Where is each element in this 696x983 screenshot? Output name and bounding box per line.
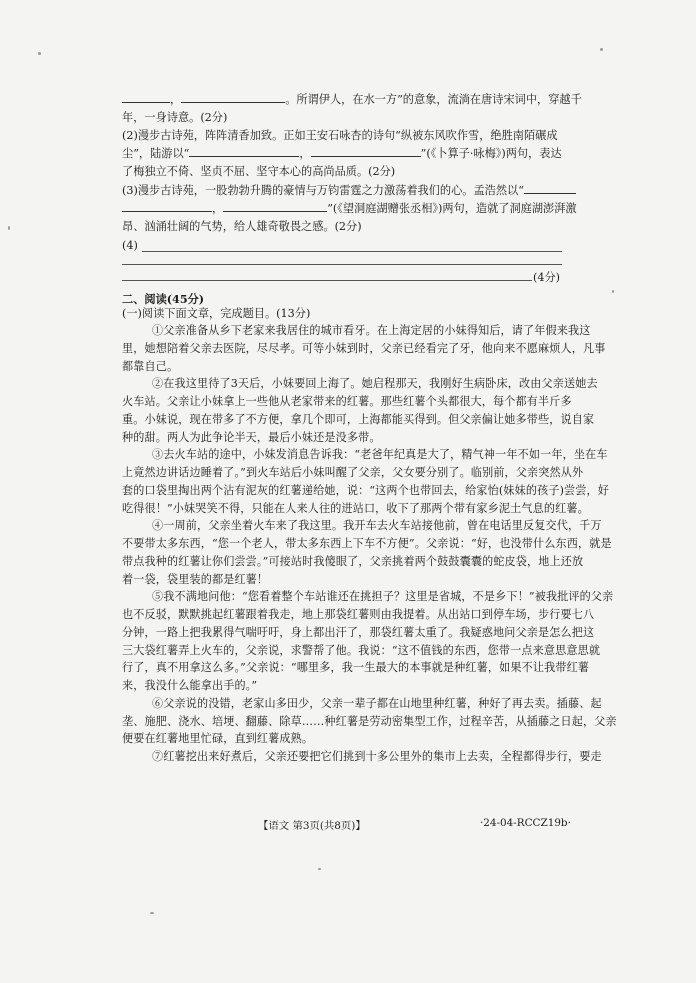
q3-text-start: (3)漫步古诗苑，一股勃勃升腾的豪情与万钧雷霆之力激荡着我们的心。孟浩然以“: [122, 184, 524, 197]
passage-line: 重。小妹说，现在带多了不方便，拿几个即可，上海都能买得到。但父亲偏让她多带些，说自家: [122, 413, 595, 426]
q1-comma: ，: [170, 93, 182, 106]
answer-line[interactable]: [142, 251, 562, 252]
scan-speck: [318, 868, 321, 870]
passage-line: 来，我没什么能拿出手的。”: [122, 679, 258, 692]
q3-text-end: ”(《望洞庭湖赠张丞相》)两句，造就了洞庭湖澎湃激: [327, 202, 577, 215]
passage-line: 垄、施肥、浇水、培埂、翻藤、除草……种红薯是劳动密集型工作，过程辛苦，从插藤之日起，父亲: [122, 715, 617, 728]
q1-line1: [122, 92, 582, 108]
page-footer-code: ·24-04-RCCZ19b·: [480, 817, 571, 829]
passage-line: 火车站。父亲让小妹拿上一些他从老家带来的红薯。那些红薯个头都很大，每个都有半斤多: [122, 395, 572, 408]
q2-text-start: 尘”，陆游以“: [122, 147, 190, 160]
q2-line2: [122, 146, 562, 162]
answer-blank[interactable]: [122, 92, 170, 103]
passage-line: 吃得很！”小妹哭笑不得，只能在人来人往的进站口，收下了那两个带有家乡泥土气息的红薯。: [122, 502, 589, 515]
passage-line: 不要带太多东西，“您一个老人，带太多东西上下车不方便”。父亲说：“好，也没带什么东西，就是: [122, 537, 612, 550]
answer-line[interactable]: [122, 264, 562, 265]
section-heading: 二、阅读(45分): [122, 292, 205, 306]
passage-line: 便要在红薯地里忙碌，直到红薯成熟。: [122, 732, 314, 745]
scan-speck: [150, 912, 154, 914]
passage-line: ②在我这里待了3天后，小妹要回上海了。她启程那天，我刚好生病卧床，改由父亲送她去: [152, 377, 598, 390]
passage-line: 行了，真不用拿这么多。”父亲说：“哪里多，我一生最大的本事就是种红薯，如果不让我带红薯: [122, 661, 590, 674]
q3-comma: ，: [212, 202, 224, 215]
passage-line: 里，她想陪着父亲去医院，尽尽孝。可等小妹到时，父亲已经看完了牙，他向来不愿麻烦人，凡事: [122, 342, 606, 355]
q4-score: (4分): [533, 271, 561, 284]
answer-blank[interactable]: [311, 146, 421, 157]
scan-speck: [38, 52, 41, 55]
answer-line[interactable]: [122, 280, 532, 281]
q2-comma: ，: [299, 147, 311, 160]
section-subheading: (一)阅读下面文章，完成题目。(13分): [122, 307, 311, 320]
passage-line: ①父亲准备从乡下老家来我居住的城市看牙。在上海定居的小妹得知后，请了年假来我这: [152, 324, 591, 337]
scan-speck: [612, 290, 614, 293]
q4-label: (4): [122, 239, 138, 252]
answer-blank[interactable]: [223, 201, 327, 212]
passage-line: ④一周前，父亲坐着火车来了我这里。我开车去火车站接他前，曾在电话里反复交代，千万: [152, 519, 602, 532]
answer-blank[interactable]: [524, 183, 576, 194]
answer-blank[interactable]: [122, 201, 212, 212]
passage-line: ⑦红薯挖出来好煮后，父亲还要把它们挑到十多公里外的集市上去卖，全程都得步行，要走: [152, 750, 602, 763]
q3-line2: [122, 201, 577, 217]
scan-speck: [600, 48, 603, 51]
q3-line1: [122, 183, 576, 199]
passage-line: 分钟，一路上把我累得气喘吁吁，身上都出汗了，那袋红薯太重了。我疑惑地问父亲是怎么把这: [122, 626, 595, 639]
q2-text-end: ”(《卜算子·咏梅》)两句，表达: [420, 147, 562, 160]
passage-line: 三大袋红薯弄上火车的，父亲说，求警帮了他。我说：“这不值钱的东西，您带一点来意思意思就: [122, 644, 601, 657]
passage-line: 套的口袋里掏出两个沾有泥灰的红薯递给她，说：“这两个也带回去，给家怡(妹妹的孩子)尝尝，好: [122, 484, 610, 497]
q2-line3: 了梅独立不倚、坚贞不屈、坚守本心的高尚品质。(2分): [122, 165, 396, 178]
q3-line3: 昂、汹涌壮阔的气势，给人雄奇敬畏之感。(2分): [122, 220, 362, 233]
passage-line: ③去火车站的途中，小妹发消息告诉我：“老爸年纪真是大了，精气神一年不如一年，坐在车: [152, 448, 608, 461]
q1-text: 。所谓伊人，在水一方”的意象，流淌在唐诗宋词中，穿越千: [285, 93, 582, 106]
passage-line: 上竟然边讲话边睡着了。”到火车站后小妹叫醒了父亲，父女要分别了。临别前，父亲突然从外: [122, 466, 584, 479]
q1-line2: 年，一身诗意。(2分): [122, 111, 228, 124]
passage-line: 都靠自己。: [122, 360, 179, 373]
scan-speck: [8, 226, 10, 230]
passage-line: 也不反驳，默默挑起红薯跟着我走，地上那袋红薯则由我提着。从出站口到停车场，步行要七八: [122, 608, 595, 621]
passage-line: ⑥父亲说的没错，老家山多田少，父亲一辈子都在山地里种红薯，种好了再去卖。插藤、起: [152, 697, 602, 710]
page-footer-title: 【语文 第3页(共8页)】: [258, 820, 366, 832]
passage-line: 带点我种的红薯让你们尝尝。”可接站时我傻眼了，父亲挑着两个鼓鼓囊囊的蛇皮袋，地上还放: [122, 555, 584, 568]
answer-blank[interactable]: [189, 146, 299, 157]
passage-line: 种的甜。两人为此争论半天，最后小妹还是没多带。: [122, 431, 381, 444]
q2-line1: (2)漫步古诗苑，阵阵清香加致。正如王安石咏杏的诗句“纵被东风吹作雪，绝胜南陌碾成: [122, 129, 558, 142]
passage-line: ⑤我不满地问他：“您看着整个车站谁还在挑担子？这里是省城，不是乡下！”被我批评的父亲: [152, 590, 614, 603]
answer-blank[interactable]: [181, 92, 285, 103]
passage-line: 着一袋，袋里装的都是红薯！: [122, 573, 269, 586]
